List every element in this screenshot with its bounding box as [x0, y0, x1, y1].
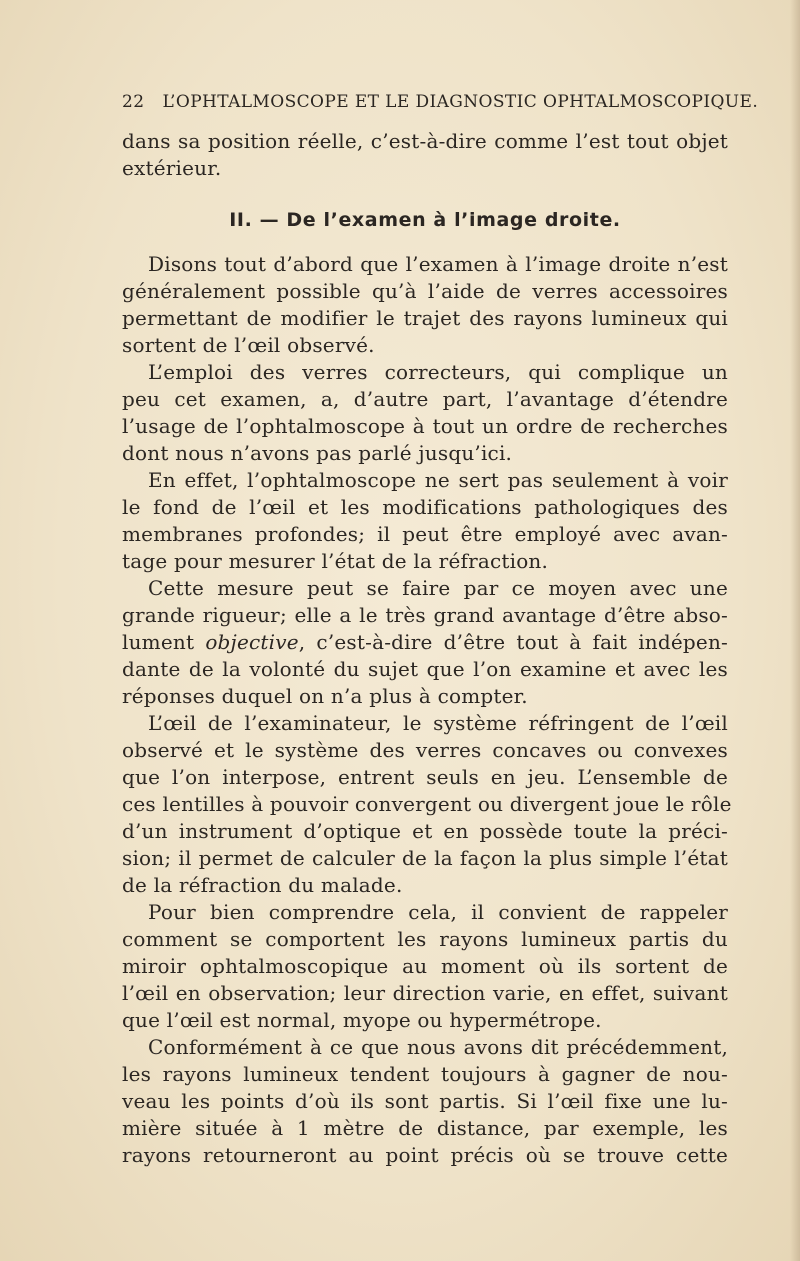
text-line: grande rigueur; elle a le très grand avantage d’être abso-	[122, 603, 728, 627]
text-line: l’œil en observation; leur direction varie, en effet, suivant	[122, 981, 728, 1005]
text-line: Cette mesure peut se faire par ce moyen avec une	[148, 576, 728, 600]
paragraph	[122, 359, 728, 467]
continuation-paragraph	[122, 128, 728, 182]
text-line: observé et le système des verres concaves ou convexes	[122, 738, 728, 762]
text-line: extérieur.	[122, 156, 222, 180]
text-line: sion; il permet de calculer de la façon la plus simple l’état	[122, 846, 728, 870]
page-edge-shadow	[790, 0, 800, 1261]
text-line: lument objective, c’est-à-dire d’être tout à fait indépen-	[122, 630, 728, 654]
text-line: miroir ophtalmoscopique au moment où ils sortent de	[122, 954, 728, 978]
text-line: mière située à 1 mètre de distance, par exemple, les	[122, 1116, 728, 1140]
paragraph	[122, 575, 728, 710]
text-line: l’usage de l’ophtalmoscope à tout un ordre de recherches	[122, 414, 728, 438]
text-line: de la réfraction du malade.	[122, 873, 403, 897]
text-line: Disons tout d’abord que l’examen à l’image droite n’est	[148, 252, 728, 276]
text-line: rayons retourneront au point précis où se trouve cette	[122, 1143, 728, 1167]
page-number: 22	[122, 92, 145, 112]
text-line: que l’on interpose, entrent seuls en jeu. L’ensemble de	[122, 765, 728, 789]
text-line: dans sa position réelle, c’est-à-dire comme l’est tout objet	[122, 129, 728, 153]
text-line: Pour bien comprendre cela, il convient de rappeler	[148, 900, 728, 924]
text-line: comment se comportent les rayons lumineux partis du	[122, 927, 728, 951]
paragraph	[122, 899, 728, 1034]
text-line: En effet, l’ophtalmoscope ne sert pas seulement à voir	[148, 468, 728, 492]
body-paragraphs	[122, 251, 732, 1169]
text-line: peu cet examen, a, d’autre part, l’avantage d’étendre	[122, 387, 728, 411]
text-line: L’emploi des verres correcteurs, qui complique un	[148, 360, 728, 384]
text-line: d’un instrument d’optique et en possède toute la préci-	[122, 819, 728, 843]
text-block	[122, 92, 759, 1169]
text-line: veau les points d’où ils sont partis. Si l’œil fixe une lu-	[122, 1089, 728, 1113]
text-line: réponses duquel on n’a plus à compter.	[122, 684, 528, 708]
text-line: ces lentilles à pouvoir convergent ou divergent joue le rôle	[122, 792, 732, 816]
text-line: les rayons lumineux tendent toujours à gagner de nou-	[122, 1062, 728, 1086]
text-line: L’œil de l’examinateur, le système réfringent de l’œil	[148, 711, 728, 735]
text-line: membranes profondes; il peut être employé avec avan-	[122, 522, 728, 546]
text-line: Conformément à ce que nous avons dit précédemment,	[148, 1035, 728, 1059]
text-line: dont nous n’avons pas parlé jusqu’ici.	[122, 441, 513, 465]
text-line: que l’œil est normal, myope ou hypermétrope.	[122, 1008, 602, 1032]
text-line: généralement possible qu’à l’aide de verres accessoires	[122, 279, 728, 303]
text-line: permettant de modifier le trajet des rayons lumineux qui	[122, 306, 728, 330]
running-title: L’OPHTALMOSCOPE ET LE DIAGNOSTIC OPHTALMOSCOPIQUE.	[162, 92, 759, 112]
paragraph	[122, 251, 728, 359]
running-header	[122, 92, 759, 118]
text-line: tage pour mesurer l’état de la réfraction.	[122, 549, 549, 573]
italic-word: objective	[205, 630, 299, 654]
text-line: le fond de l’œil et les modifications pathologiques des	[122, 495, 728, 519]
section-title: II. — De l’examen à l’image droite.	[229, 209, 621, 231]
text-line: dante de la volonté du sujet que l’on examine et avec les	[122, 657, 728, 681]
paragraph	[122, 1034, 728, 1169]
paragraph	[122, 710, 732, 899]
text-line: sortent de l’œil observé.	[122, 333, 375, 357]
paragraph	[122, 467, 728, 575]
